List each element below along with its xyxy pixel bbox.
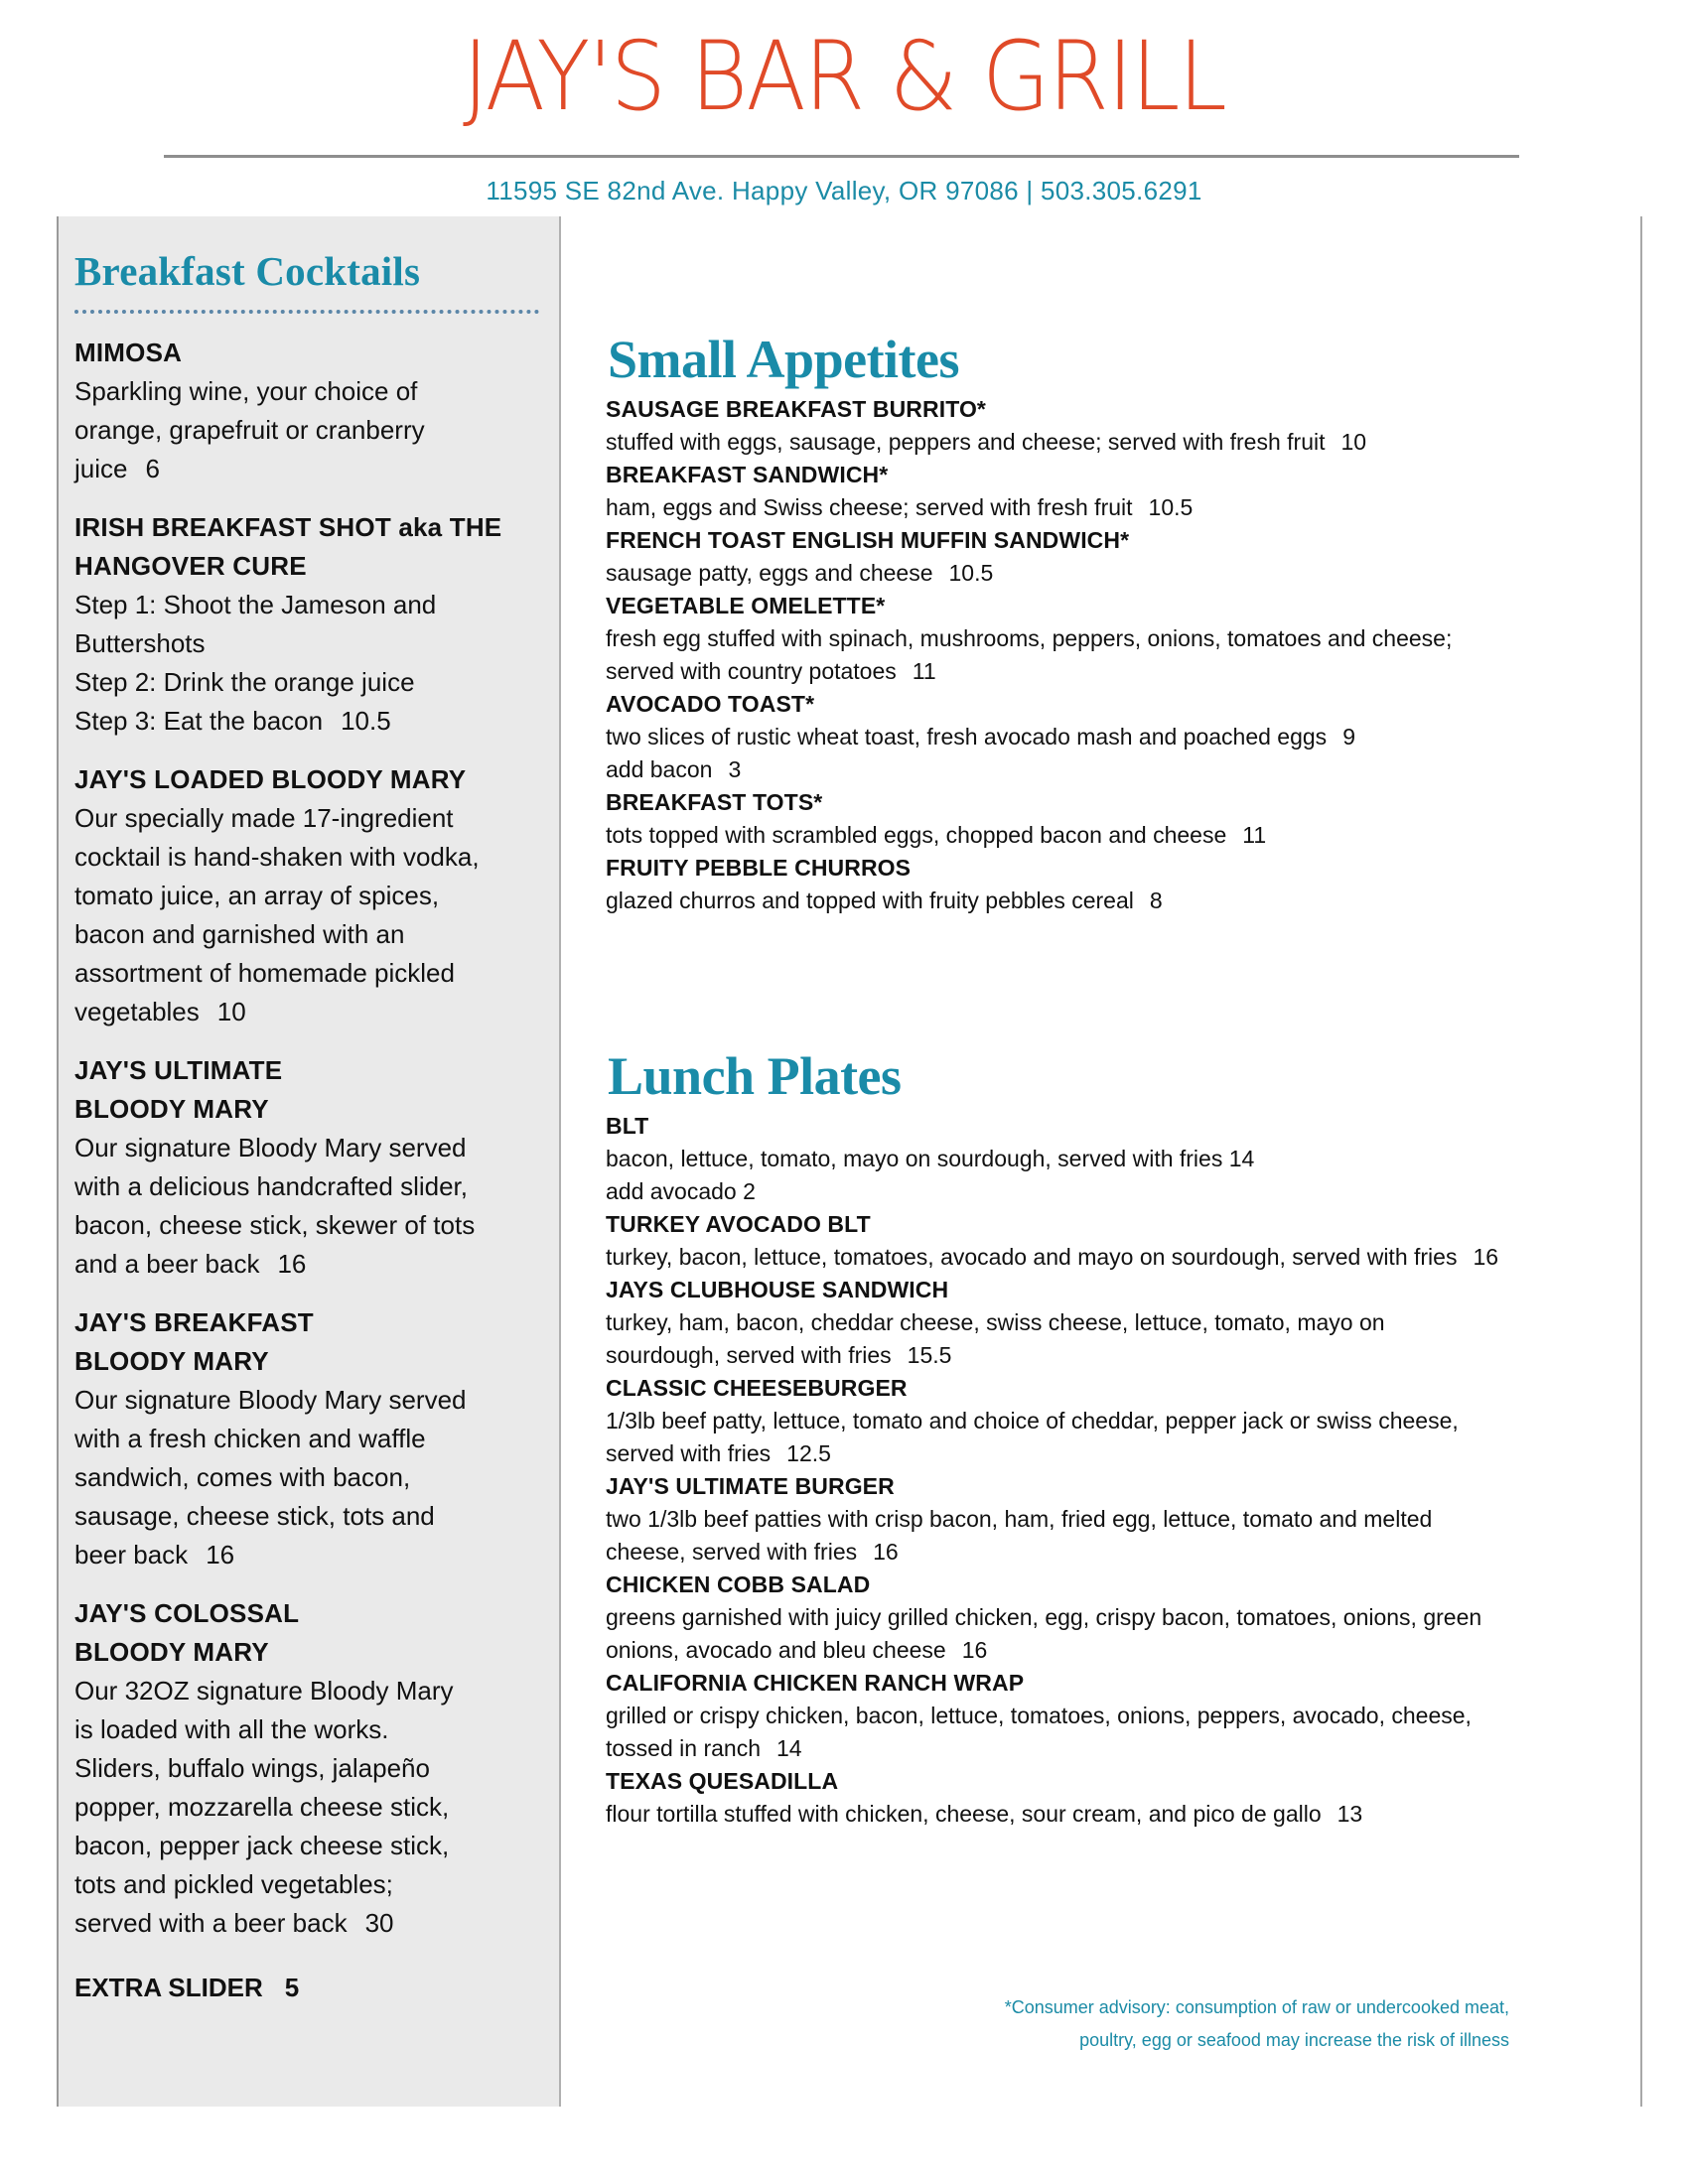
menu-item (74, 1303, 541, 1574)
item-description: stuffed with eggs, sausage, peppers and cheese; served with fresh fruit 10 (606, 429, 1367, 455)
item-price: 10 (216, 997, 246, 1026)
item-description: ham, eggs and Swiss cheese; served with fresh fruit 10.5 (606, 494, 1194, 520)
item-description: two 1/3lb beef patties with crisp bacon, ham, fried egg, lettuce, tomato and melted cheese, served with fries 16 (606, 1506, 1433, 1565)
item-name: CALIFORNIA CHICKEN RANCH WRAP (606, 1670, 1025, 1696)
page-right-border (1640, 216, 1642, 2107)
menu-item (606, 1470, 1609, 1569)
item-description: greens garnished with juicy grilled chicken, egg, crispy bacon, tomatoes, onions, green onions, avocado and bleu cheese 16 (606, 1604, 1482, 1663)
breakfast-cocktails-panel (57, 216, 561, 2107)
item-description: fresh egg stuffed with spinach, mushrooms, peppers, onions, tomatoes and cheese; served with country potatoes 11 (606, 625, 1453, 684)
item-price: 10.5 (948, 560, 994, 586)
footnote-line: poultry, egg or seafood may increase the risk of illness (1079, 2030, 1509, 2050)
item-name: JAY'S LOADED BLOODY MARY (74, 764, 467, 794)
menu-item (606, 1208, 1609, 1274)
item-name: BREAKFAST TOTS* (606, 789, 823, 815)
item-description: flour tortilla stuffed with chicken, cheese, sour cream, and pico de gallo 13 (606, 1801, 1363, 1827)
menu-item (606, 1667, 1609, 1765)
item-price: 16 (873, 1539, 899, 1565)
menu-item (74, 760, 541, 1031)
menu-item (606, 1765, 1609, 1831)
item-name: VEGETABLE OMELETTE* (606, 593, 886, 618)
item-name: AVOCADO TOAST* (606, 691, 815, 717)
item-price: 11 (1242, 822, 1267, 848)
item-name: CLASSIC CHEESEBURGER (606, 1375, 908, 1401)
menu-item (606, 852, 1609, 917)
item-price: 16 (277, 1249, 307, 1279)
item-description: two slices of rustic wheat toast, fresh avocado mash and poached eggs 9 (606, 724, 1355, 750)
menu-item (606, 1569, 1609, 1667)
item-price: 10.5 (341, 706, 391, 736)
restaurant-title: JAY'S BAR & GRILL (462, 21, 1226, 132)
item-name: FRENCH TOAST ENGLISH MUFFIN SANDWICH* (606, 527, 1130, 553)
item-name: JAY'S COLOSSAL BLOODY MARY (74, 1598, 300, 1667)
item-price: 14 (775, 1735, 802, 1761)
item-price: 13 (1336, 1801, 1363, 1827)
item-addon: add avocado 2 (606, 1178, 756, 1204)
item-price: 16 (961, 1637, 988, 1663)
menu-item (606, 1110, 1609, 1208)
menu-item (74, 334, 541, 488)
item-description: sausage patty, eggs and cheese 10.5 (606, 560, 994, 586)
consumer-advisory-footnote (1005, 1991, 1509, 2057)
item-price: 15.5 (907, 1342, 952, 1368)
item-description: bacon, lettuce, tomato, mayo on sourdough, served with fries 14 (606, 1146, 1255, 1171)
item-price: 11 (912, 658, 936, 684)
item-name: BLT (606, 1113, 649, 1139)
menu-item (606, 1274, 1609, 1372)
menu-item (606, 459, 1609, 524)
item-name: IRISH BREAKFAST SHOT aka THE HANGOVER CURE (74, 512, 502, 581)
footnote-line: *Consumer advisory: consumption of raw or undercooked meat, (1004, 1997, 1509, 2017)
item-name: TEXAS QUESADILLA (606, 1768, 839, 1794)
item-description: Sparkling wine, your choice of orange, grapefruit or cranberry juice 6 (74, 376, 425, 483)
item-description: 1/3lb beef patty, lettuce, tomato and choice of cheddar, pepper jack or swiss cheese, served with fries 12.5 (606, 1408, 1459, 1466)
item-description: Our signature Bloody Mary served with a fresh chicken and waffle sandwich, comes with bacon, sausage, cheese stick, tots and beer back 16 (74, 1385, 467, 1570)
item-price: 12.5 (786, 1440, 831, 1466)
item-price: 16 (206, 1540, 235, 1570)
menu-item (606, 590, 1609, 688)
item-description: Our specially made 17-ingredient cocktail is hand-shaken with vodka, tomato juice, an array of spices, bacon and garnished with an assortment of homemade pickled vegetables 10 (74, 803, 480, 1026)
item-price: 14 (1228, 1146, 1255, 1171)
item-description: glazed churros and topped with fruity pebbles cereal 8 (606, 887, 1163, 913)
item-price: 10.5 (1148, 494, 1194, 520)
item-description: Step 1: Shoot the Jameson and Buttershots Step 2: Drink the orange juice Step 3: Eat the bacon 10.5 (74, 590, 437, 736)
item-description: turkey, ham, bacon, cheddar cheese, swiss cheese, lettuce, tomato, mayo on sourdough, served with fries 15.5 (606, 1309, 1385, 1368)
section-heading-lunch-plates: Lunch Plates (608, 1046, 902, 1106)
item-name: TURKEY AVOCADO BLT (606, 1211, 871, 1237)
menu-item (74, 508, 541, 741)
item-name: JAY'S ULTIMATE BURGER (606, 1473, 895, 1499)
section-heading-small-appetites: Small Appetites (608, 330, 960, 389)
item-description: Our 32OZ signature Bloody Mary is loaded with all the works. Sliders, buffalo wings, jalapeño popper, mozzarella cheese stick, bacon, pepper jack cheese stick, tots and pickled vegetables; served with a beer back 30 (74, 1676, 454, 1938)
extra-slider-item (74, 1969, 541, 2007)
menu-item (606, 786, 1609, 852)
item-price: 8 (1149, 887, 1163, 913)
item-addon: add bacon 3 (606, 756, 742, 782)
item-description: turkey, bacon, lettuce, tomatoes, avocado and mayo on sourdough, served with fries 16 (606, 1244, 1499, 1270)
item-name: JAY'S BREAKFAST BLOODY MARY (74, 1307, 314, 1376)
address-line: 11595 SE 82nd Ave. Happy Valley, OR 97086 | 503.305.6291 (486, 176, 1202, 205)
small-appetites-section (606, 328, 1609, 917)
item-name: FRUITY PEBBLE CHURROS (606, 855, 912, 881)
item-price: 9 (1342, 724, 1355, 750)
cocktails-content (74, 246, 541, 2007)
menu-item (606, 1372, 1609, 1470)
menu-item (606, 393, 1609, 459)
menu-item (606, 524, 1609, 590)
item-price: 16 (1473, 1244, 1499, 1270)
item-name: EXTRA SLIDER (74, 1973, 263, 2002)
lunch-plates-section (606, 1044, 1609, 1831)
item-name: JAY'S ULTIMATE BLOODY MARY (74, 1055, 283, 1124)
addon-price: 2 (743, 1178, 756, 1204)
item-name: MIMOSA (74, 338, 183, 367)
item-name: SAUSAGE BREAKFAST BURRITO* (606, 396, 986, 422)
item-price: 5 (284, 1973, 300, 2002)
item-name: JAYS CLUBHOUSE SANDWICH (606, 1277, 949, 1302)
item-name: BREAKFAST SANDWICH* (606, 462, 889, 487)
menu-item (74, 1594, 541, 1943)
item-name: CHICKEN COBB SALAD (606, 1571, 871, 1597)
item-price: 6 (145, 454, 160, 483)
item-description: grilled or crispy chicken, bacon, lettuce, tomatoes, onions, peppers, avocado, cheese, tossed in ranch 14 (606, 1703, 1472, 1761)
item-description: tots topped with scrambled eggs, chopped bacon and cheese 11 (606, 822, 1267, 848)
item-price: 10 (1340, 429, 1367, 455)
item-description: Our signature Bloody Mary served with a delicious handcrafted slider, bacon, cheese stick, skewer of tots and a beer back 16 (74, 1133, 476, 1279)
addon-price: 3 (728, 756, 742, 782)
dotted-divider (74, 310, 539, 314)
section-heading-breakfast-cocktails: Breakfast Cocktails (74, 248, 421, 294)
menu-item (74, 1051, 541, 1284)
menu-item (606, 688, 1609, 786)
item-price: 30 (364, 1908, 394, 1938)
header-divider (164, 155, 1519, 158)
